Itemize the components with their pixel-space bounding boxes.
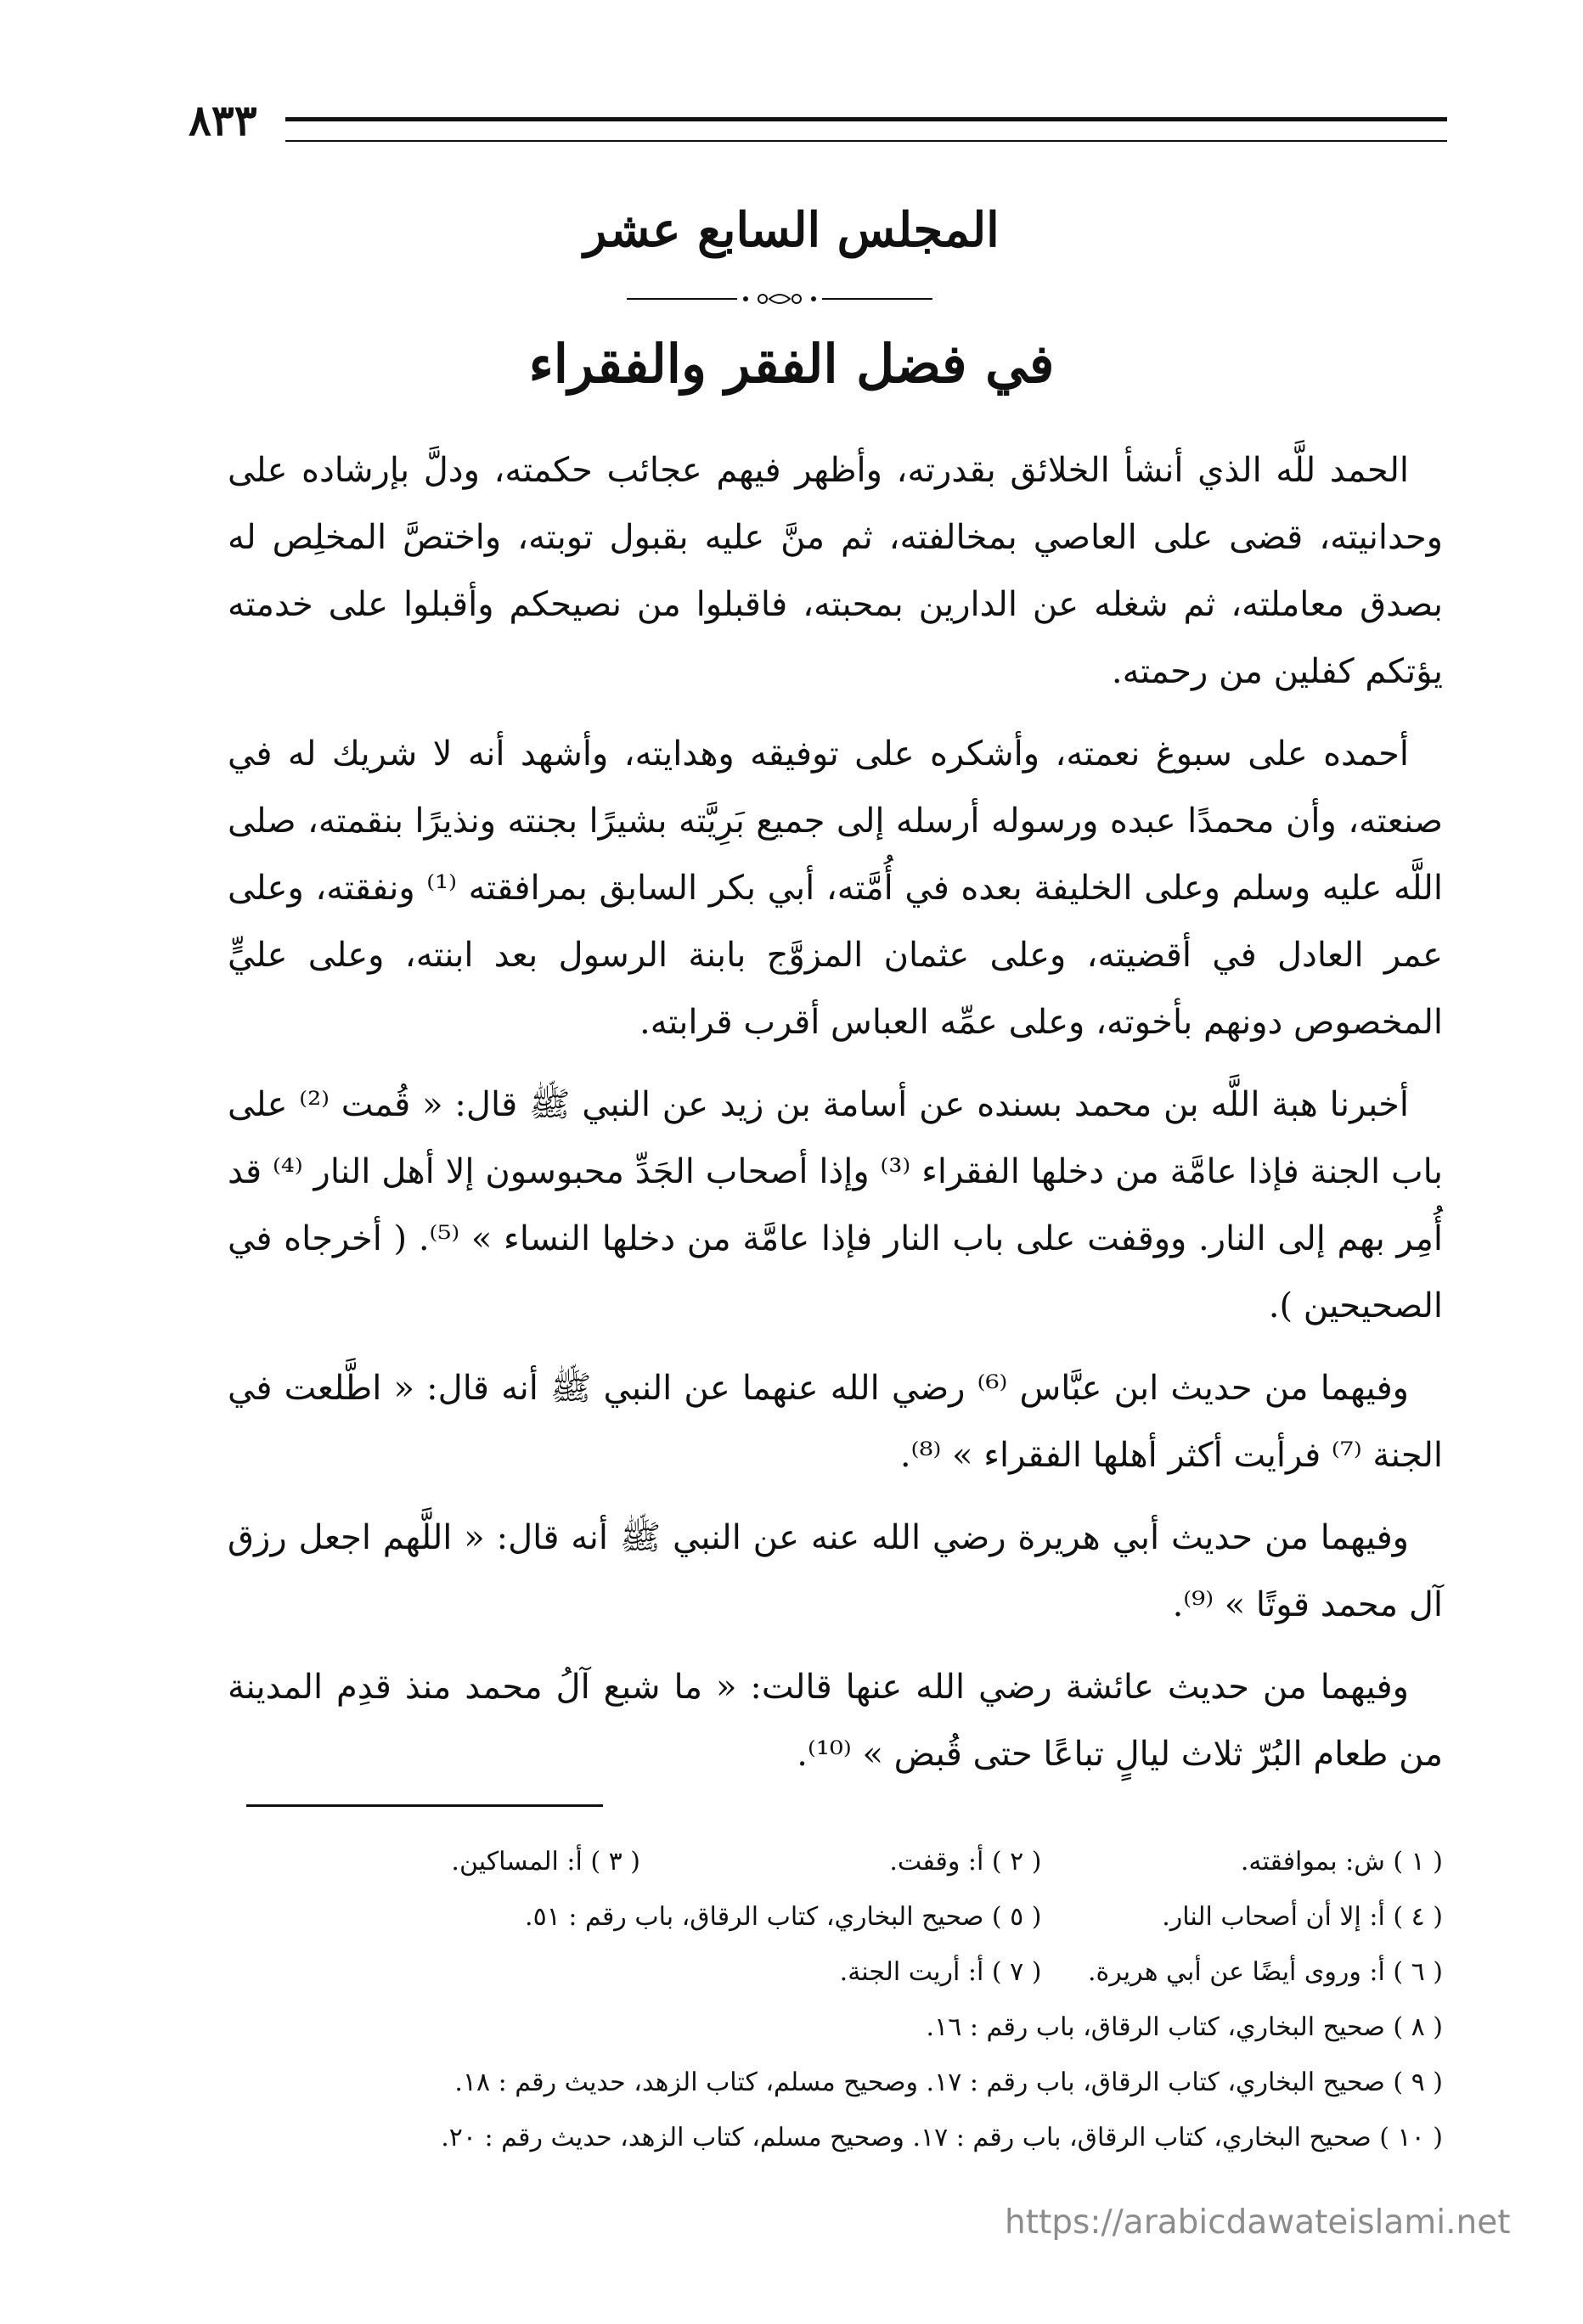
paragraph: أحمده على سبوغ نعمته، وأشكره على توفيقه وهدايته، وأشهد أنه لا شريك له في صنعته، وأن محمدًا عبده ورسوله أرسله إلى جميع بَرِيَّته بشيرًا بجنته ونذيرًا بنقمته، صلى اللَّه عليه وسلم وعلى الخليفة بعده في أُمَّته، أبي بكر السابق بمرافقته ⁽¹⁾ ونفقته، وعلى عمر العادل في أقضيته، وعلى عثمان المزوَّج بابنة الرسول بعد ابنته، وعلى عليٍّ المخصوص دونهم بأخوته، وعلى عمِّه العباس أقرب قرابته. — [228, 734, 1443, 1042]
footnote: ( ٤ ) أ: إلا أن أصحاب النار. — [1162, 1902, 1443, 1932]
header-rule — [285, 117, 1447, 142]
footnote: ( ٦ ) أ: وروى أيضًا عن أبي هريرة. — [1087, 1957, 1443, 1987]
footnote-row — [238, 2110, 1443, 2165]
paragraph: وفيهما من حديث ابن عبَّاس ⁽⁶⁾ رضي الله عنهما عن النبي ﷺ أنه قال: « اطَّلعت في الجنة ⁽⁷⁾ فرأيت أكثر أهلها الفقراء » ⁽⁸⁾. — [228, 1369, 1443, 1475]
footnote-separator — [246, 1804, 603, 1807]
footnote: ( ٩ ) صحيح البخاري، كتاب الرقاق، باب رقم : ١٧. وصحيح مسلم، كتاب الزهد، حديث رقم : ١٨. — [454, 2068, 1443, 2097]
footnote-row — [238, 1889, 1443, 1944]
footnote-row — [238, 1834, 1443, 1889]
watermark-url: https://arabicdawateislami.net — [1005, 2203, 1511, 2242]
footnote: ( ٢ ) أ: وقفت. — [889, 1847, 1042, 1877]
footnote: ( ٨ ) صحيح البخاري، كتاب الرقاق، باب رقم : ١٦. — [926, 2012, 1443, 2042]
footnote-row — [238, 2000, 1443, 2055]
section-title: في فضل الفقر والفقراء — [528, 333, 1055, 395]
footnote: ( ١ ) ش: بموافقته. — [1240, 1847, 1443, 1877]
majlis-title: المجلس السابع عشر — [583, 202, 1000, 258]
footnote: ( ٥ ) صحيح البخاري، كتاب الرقاق، باب رقم : ٥١. — [525, 1902, 1042, 1932]
footnote: ( ١٠ ) صحيح البخاري، كتاب الرقاق، باب رقم : ١٧. وصحيح مسلم، كتاب الزهد، حديث رقم : ٢٠. — [441, 2123, 1443, 2152]
paragraph: أخبرنا هبة اللَّه بن محمد بسنده عن أسامة بن زيد عن النبي ﷺ قال: « قُمت ⁽²⁾ على باب الجنة فإذا عامَّة من دخلها الفقراء ⁽³⁾ وإذا أصحاب الجَدِّ محبوسون إلا أهل النار ⁽⁴⁾ قد أُمِر بهم إلى النار. ووقفت على باب النار فإذا عامَّة من دخلها النساء » ⁽⁵⁾. ( أخرجاه في الصحيحين ). — [228, 1085, 1444, 1325]
footnote: ( ٣ ) أ: المساكين. — [451, 1847, 640, 1877]
paragraph: الحمد للَّه الذي أنشأ الخلائق بقدرته، وأظهر فيهم عجائب حكمته، ودلَّ بإرشاده على وحدانيته، قضى على العاصي بمخالفته، ثم منَّ عليه بقبول توبته، واختصَّ المخلِص له بصدق معاملته، ثم شغله عن الدارين بمحبته، فاقبلوا من نصيحكم وأقبلوا على خدمته يؤتكم كفلين من رحمته. — [228, 451, 1443, 691]
footnotes — [238, 1834, 1443, 2165]
footnote-row — [238, 1944, 1443, 2000]
paragraph: وفيهما من حديث أبي هريرة رضي الله عنه عن النبي ﷺ أنه قال: « اللَّهم اجعل رزق آل محمد قوتًا » ⁽⁹⁾. — [228, 1518, 1443, 1624]
paragraph: وفيهما من حديث عائشة رضي الله عنها قالت: « ما شبع آلُ محمد منذ قدِم المدينة من طعام البُرّ ثلاث ليالٍ تباعًا حتى قُبض » ⁽¹⁰⁾. — [228, 1668, 1443, 1774]
footnote: ( ٧ ) أ: أريت الجنة. — [839, 1957, 1042, 1987]
title-ornament — [627, 289, 932, 309]
page-number: ٨٣٣ — [189, 95, 257, 145]
footnote-row — [238, 2055, 1443, 2110]
body-text — [228, 437, 1443, 1788]
